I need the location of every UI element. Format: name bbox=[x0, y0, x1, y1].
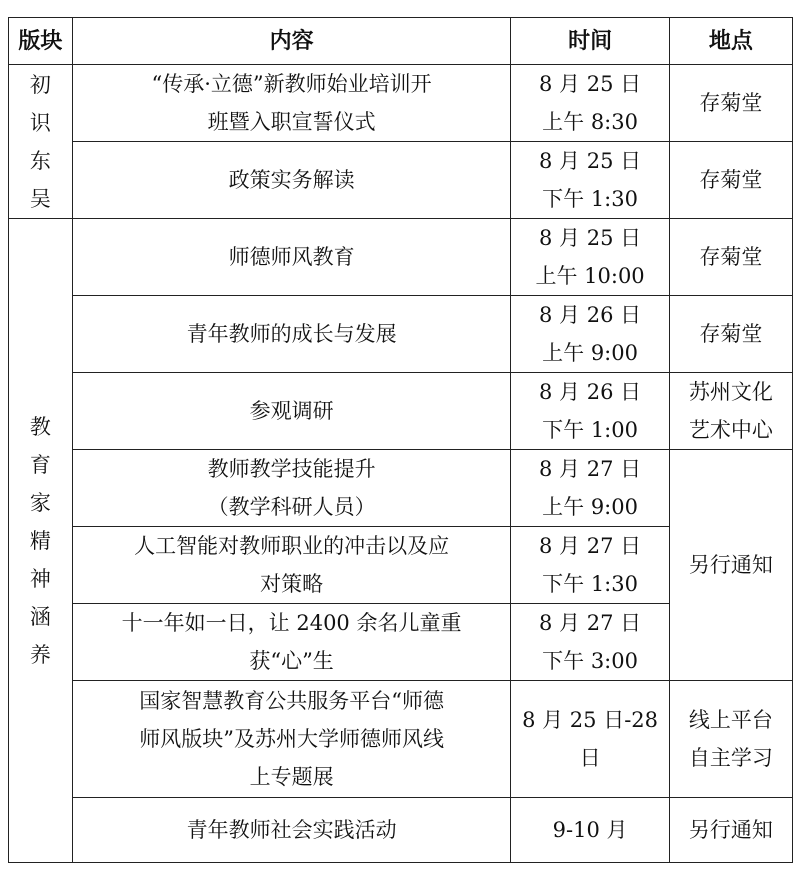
content-line: 十一年如一日，让 2400 余名儿童重 bbox=[121, 611, 462, 635]
block-2-char: 精 bbox=[29, 528, 51, 553]
content-line: 参观调研 bbox=[249, 399, 334, 423]
time-date: 8 月 25 日 bbox=[539, 149, 642, 173]
time-cell bbox=[511, 296, 669, 373]
content-line: 上专题展 bbox=[249, 765, 334, 789]
block-2-char: 神 bbox=[29, 566, 51, 591]
place-text: 存菊堂 bbox=[699, 168, 763, 192]
time-hour: 上午 9:00 bbox=[542, 495, 638, 519]
block-1-char: 初 bbox=[29, 72, 51, 97]
content-line: 青年教师的成长与发展 bbox=[186, 322, 397, 346]
place-cell bbox=[669, 373, 792, 450]
content-line: 获“心”生 bbox=[249, 649, 334, 673]
content-cell bbox=[72, 65, 511, 142]
content-cell bbox=[72, 219, 511, 296]
place-text: 存菊堂 bbox=[699, 322, 763, 346]
content-cell bbox=[72, 604, 511, 681]
place-text: 另行通知 bbox=[688, 818, 773, 842]
table-row bbox=[9, 681, 793, 798]
time-date: 8 月 26 日 bbox=[539, 303, 642, 327]
content-line: （教学科研人员） bbox=[207, 495, 376, 519]
content-line: 教师教学技能提升 bbox=[207, 457, 376, 481]
block-2-char: 育 bbox=[29, 452, 51, 477]
time-date: 8 月 25 日 bbox=[539, 226, 642, 250]
time-cell bbox=[511, 798, 669, 863]
place-cell bbox=[669, 65, 792, 142]
place-text: 存菊堂 bbox=[699, 245, 763, 269]
time-hour: 下午 3:00 bbox=[542, 649, 638, 673]
table-row bbox=[9, 142, 793, 219]
content-cell bbox=[72, 798, 511, 863]
content-line: 师德师风教育 bbox=[228, 245, 355, 269]
table-row bbox=[9, 798, 793, 863]
time-date: 8 月 26 日 bbox=[539, 380, 642, 404]
content-line: 班暨入职宣誓仪式 bbox=[207, 110, 376, 134]
time-date: 8 月 25 日-28 bbox=[522, 708, 659, 732]
place-cell-merged bbox=[669, 450, 792, 681]
header-place: 地点 bbox=[669, 18, 792, 65]
time-date: 8 月 27 日 bbox=[539, 457, 642, 481]
content-cell bbox=[72, 527, 511, 604]
content-cell bbox=[72, 373, 511, 450]
place-cell bbox=[669, 142, 792, 219]
block-2-char: 涵 bbox=[29, 604, 51, 629]
time-hour: 上午 9:00 bbox=[542, 341, 638, 365]
block-1-char: 东 bbox=[29, 148, 51, 173]
place-cell bbox=[669, 219, 792, 296]
time-hour: 下午 1:30 bbox=[542, 187, 638, 211]
content-cell bbox=[72, 142, 511, 219]
time-date: 9-10 月 bbox=[552, 818, 628, 842]
table-row bbox=[9, 296, 793, 373]
place-text: 另行通知 bbox=[688, 553, 773, 577]
block-1-char: 吴 bbox=[29, 186, 51, 211]
time-hour: 下午 1:00 bbox=[542, 418, 638, 442]
content-line: 师风版块”及苏州大学师德师风线 bbox=[139, 727, 444, 751]
time-cell bbox=[511, 450, 669, 527]
header-time: 时间 bbox=[511, 18, 669, 65]
time-hour: 日 bbox=[579, 746, 601, 770]
header-row bbox=[9, 18, 793, 65]
content-line: “传承·立德”新教师始业培训开 bbox=[151, 72, 432, 96]
header-content: 内容 bbox=[72, 18, 511, 65]
content-line: 青年教师社会实践活动 bbox=[186, 818, 397, 842]
time-cell bbox=[511, 681, 669, 798]
block-2-char: 养 bbox=[29, 642, 51, 667]
place-text: 苏州文化 bbox=[688, 380, 773, 404]
place-text: 存菊堂 bbox=[699, 91, 763, 115]
schedule-table bbox=[8, 17, 793, 863]
block-1-char: 识 bbox=[29, 110, 51, 135]
place-text: 自主学习 bbox=[688, 746, 773, 770]
content-cell bbox=[72, 296, 511, 373]
table-row bbox=[9, 65, 793, 142]
content-line: 国家智慧教育公共服务平台“师德 bbox=[139, 689, 444, 713]
time-date: 8 月 27 日 bbox=[539, 611, 642, 635]
time-hour: 下午 1:30 bbox=[542, 572, 638, 596]
block-2-cell bbox=[9, 219, 73, 863]
time-cell bbox=[511, 65, 669, 142]
place-text: 艺术中心 bbox=[688, 418, 773, 442]
content-line: 对策略 bbox=[260, 572, 324, 596]
place-text: 线上平台 bbox=[688, 708, 773, 732]
block-1-cell bbox=[9, 65, 73, 219]
time-hour: 上午 8:30 bbox=[542, 110, 638, 134]
content-cell bbox=[72, 681, 511, 798]
table-row bbox=[9, 450, 793, 527]
content-cell bbox=[72, 450, 511, 527]
header-block: 版块 bbox=[9, 18, 73, 65]
time-cell bbox=[511, 527, 669, 604]
time-cell bbox=[511, 604, 669, 681]
content-line: 人工智能对教师职业的冲击以及应 bbox=[134, 534, 450, 558]
time-date: 8 月 27 日 bbox=[539, 534, 642, 558]
time-cell bbox=[511, 219, 669, 296]
table-row bbox=[9, 373, 793, 450]
place-cell bbox=[669, 681, 792, 798]
time-cell bbox=[511, 373, 669, 450]
table-row bbox=[9, 219, 793, 296]
time-hour: 上午 10:00 bbox=[535, 264, 645, 288]
time-cell bbox=[511, 142, 669, 219]
block-2-char: 教 bbox=[29, 414, 51, 439]
time-date: 8 月 25 日 bbox=[539, 72, 642, 96]
place-cell bbox=[669, 798, 792, 863]
block-2-char: 家 bbox=[29, 490, 51, 515]
place-cell bbox=[669, 296, 792, 373]
content-line: 政策实务解读 bbox=[228, 168, 355, 192]
